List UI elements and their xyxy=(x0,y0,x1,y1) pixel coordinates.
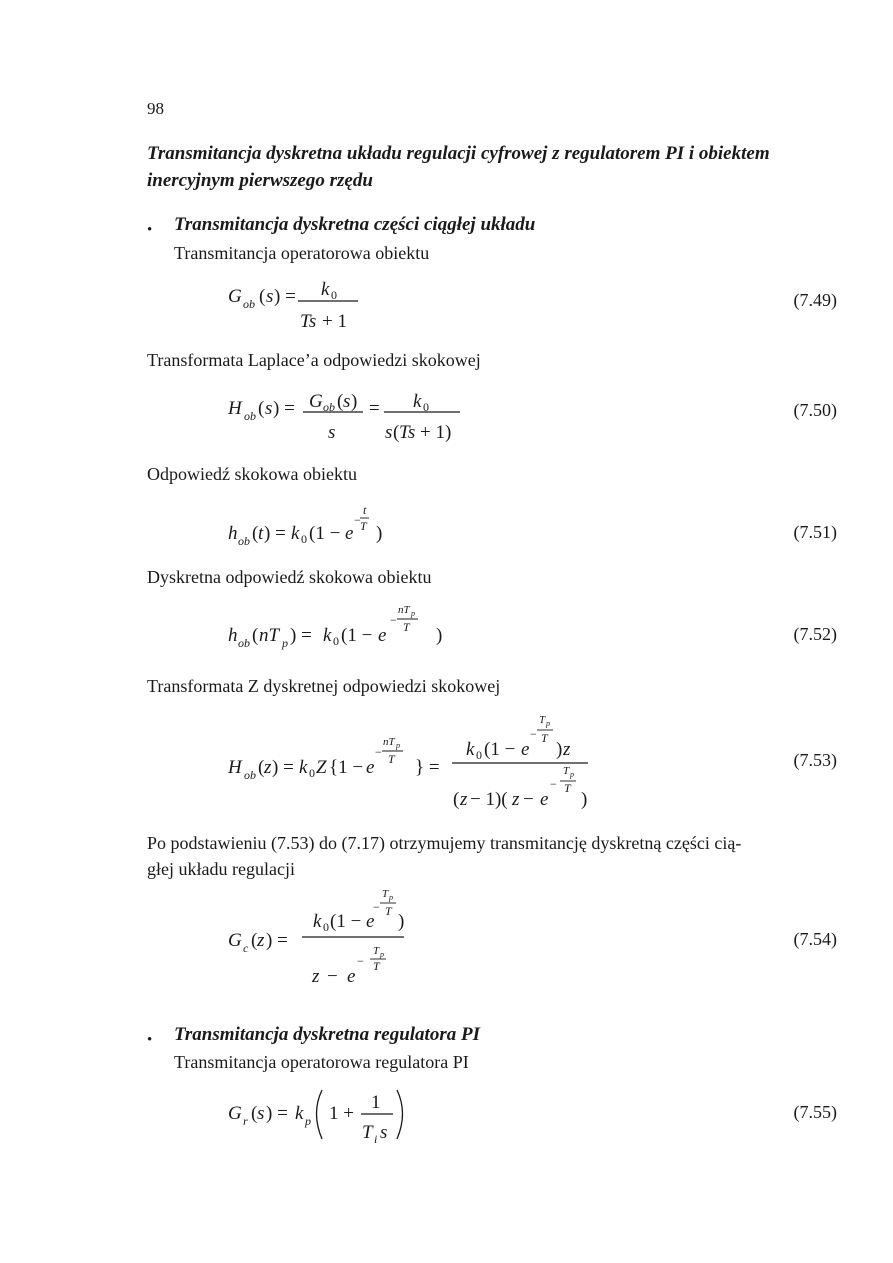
svg-text:nT: nT xyxy=(398,604,410,616)
svg-text:k: k xyxy=(466,739,475,760)
svg-text:−: − xyxy=(375,745,382,759)
svg-text:−: − xyxy=(357,954,364,968)
svg-text:G: G xyxy=(309,391,323,412)
svg-text:): ) xyxy=(376,523,383,544)
svg-text:h: h xyxy=(228,625,238,646)
svg-text:(: ( xyxy=(251,1103,258,1124)
svg-text:z: z xyxy=(512,789,520,810)
svg-text:0: 0 xyxy=(476,748,482,762)
svg-text:s: s xyxy=(265,398,273,419)
section-intro: Transmitancja operatorowa regulatora PI xyxy=(174,1052,469,1072)
svg-text:(: ( xyxy=(259,286,266,307)
svg-text:G: G xyxy=(228,286,242,307)
svg-text:G: G xyxy=(228,1103,242,1124)
equation-number: (7.51) xyxy=(793,522,837,542)
section-intro: Transmitancja operatorowa obiektu xyxy=(174,243,430,263)
svg-text:): ) xyxy=(581,789,588,810)
svg-text:r: r xyxy=(243,1114,248,1128)
svg-text:T: T xyxy=(541,731,548,745)
svg-text:p: p xyxy=(389,893,393,902)
svg-text:T: T xyxy=(403,620,410,634)
svg-text:i: i xyxy=(374,1132,378,1146)
svg-text:) =: ) = xyxy=(266,1103,288,1124)
svg-text:T: T xyxy=(539,714,546,726)
svg-text:T: T xyxy=(360,519,367,533)
equation-number: (7.52) xyxy=(793,624,837,644)
equation-number: (7.50) xyxy=(793,400,837,420)
svg-text:p: p xyxy=(380,950,384,959)
svg-text:(1 −: (1 − xyxy=(309,523,341,544)
svg-text:) =: ) = xyxy=(273,398,295,419)
svg-text:e: e xyxy=(378,625,387,646)
bullet-marker: • xyxy=(147,222,153,238)
bullet-marker: • xyxy=(147,1032,153,1048)
svg-text:0: 0 xyxy=(323,920,329,934)
svg-text:(: ( xyxy=(393,422,400,443)
svg-text:−: − xyxy=(354,513,361,527)
svg-text:) =: ) = xyxy=(264,523,286,544)
svg-text:1: 1 xyxy=(371,1092,381,1113)
svg-text:−: − xyxy=(373,900,380,914)
paragraph: Po podstawieniu (7.53) do (7.17) otrzymujemy transmitancję dyskretną części cią- xyxy=(147,833,742,853)
svg-text:T: T xyxy=(564,781,571,795)
svg-text:e: e xyxy=(347,966,356,987)
svg-text:T: T xyxy=(373,945,380,957)
svg-text:p: p xyxy=(396,741,400,750)
svg-text:{1 −: {1 − xyxy=(329,757,364,778)
svg-text:nT: nT xyxy=(383,736,395,748)
svg-text:p: p xyxy=(305,1114,311,1128)
svg-text:(: ( xyxy=(252,523,259,544)
svg-text:): ) xyxy=(398,911,405,932)
svg-text:e: e xyxy=(366,911,375,932)
svg-text:(: ( xyxy=(252,625,259,646)
equation-number: (7.53) xyxy=(793,750,837,770)
svg-text:H: H xyxy=(228,398,242,419)
svg-text:} =: } = xyxy=(415,757,440,778)
svg-text:ob: ob xyxy=(243,297,255,311)
svg-text:−: − xyxy=(550,777,557,791)
svg-text:0: 0 xyxy=(309,766,315,780)
svg-text:Ts: Ts xyxy=(300,311,317,332)
svg-text:p: p xyxy=(411,609,415,618)
svg-text:(: ( xyxy=(258,398,265,419)
svg-text:k: k xyxy=(291,523,300,544)
svg-text:ob: ob xyxy=(238,636,250,650)
svg-text:p: p xyxy=(546,719,550,728)
svg-text:) =: ) = xyxy=(272,757,294,778)
svg-text:H: H xyxy=(228,757,242,778)
svg-text:) =: ) = xyxy=(266,930,288,951)
svg-text:ob: ob xyxy=(244,768,256,782)
svg-text:−: − xyxy=(390,613,397,627)
svg-text:(: ( xyxy=(453,789,460,810)
paragraph: Odpowiedź skokowa obiektu xyxy=(147,464,357,484)
svg-text:ob: ob xyxy=(323,400,335,414)
svg-text:G: G xyxy=(228,930,242,951)
paragraph: głej układu regulacji xyxy=(147,859,295,879)
section-title: Transmitancja dyskretna części ciągłej układu xyxy=(174,214,536,235)
svg-text:ob: ob xyxy=(238,534,250,548)
svg-text:0: 0 xyxy=(331,288,337,302)
svg-text:nT: nT xyxy=(259,625,280,646)
svg-text:) =: ) = xyxy=(274,286,296,307)
svg-text:−: − xyxy=(530,727,537,741)
svg-text:k: k xyxy=(323,625,332,646)
svg-text:): ) xyxy=(556,739,563,760)
page-number: 98 xyxy=(147,99,164,118)
svg-text:h: h xyxy=(228,523,238,544)
svg-text:s: s xyxy=(385,422,393,443)
svg-text:−: − xyxy=(523,789,534,810)
paragraph: Transformata Laplace’a odpowiedzi skokowej xyxy=(147,350,481,370)
svg-text:e: e xyxy=(345,523,354,544)
svg-text:T: T xyxy=(388,752,395,766)
svg-text:+ 1): + 1) xyxy=(420,422,452,443)
svg-text:T: T xyxy=(385,904,392,918)
svg-text:T: T xyxy=(563,765,570,777)
svg-text:s: s xyxy=(257,1103,265,1124)
svg-text:−: − xyxy=(327,966,338,987)
svg-text:ob: ob xyxy=(244,409,256,423)
svg-text:T: T xyxy=(362,1122,373,1143)
svg-text:t: t xyxy=(363,503,367,517)
svg-text:z: z xyxy=(312,966,320,987)
svg-text:t: t xyxy=(258,523,264,544)
svg-text:s: s xyxy=(343,391,351,412)
svg-text:): ) xyxy=(436,625,443,646)
equation-number: (7.54) xyxy=(793,929,837,949)
svg-text:0: 0 xyxy=(423,400,429,414)
svg-text:(1 −: (1 − xyxy=(330,911,362,932)
svg-text:k: k xyxy=(413,391,422,412)
svg-text:0: 0 xyxy=(333,634,339,648)
svg-text:Z: Z xyxy=(316,757,327,778)
svg-text:1 +: 1 + xyxy=(329,1103,354,1124)
svg-text:z: z xyxy=(257,930,265,951)
svg-text:z: z xyxy=(264,757,272,778)
paragraph: Transformata Z dyskretnej odpowiedzi skokowej xyxy=(147,676,501,696)
svg-text:(1 −: (1 − xyxy=(341,625,373,646)
svg-text:s: s xyxy=(266,286,274,307)
svg-text:k: k xyxy=(321,279,330,300)
svg-text:=: = xyxy=(369,398,380,419)
svg-text:0: 0 xyxy=(301,532,307,546)
svg-text:+ 1: + 1 xyxy=(322,311,347,332)
svg-text:(1 −: (1 − xyxy=(484,739,516,760)
paragraph: Dyskretna odpowiedź skokowa obiektu xyxy=(147,567,432,587)
equation-number: (7.55) xyxy=(793,1102,837,1122)
svg-text:p: p xyxy=(282,636,288,650)
svg-text:k: k xyxy=(295,1103,304,1124)
svg-text:− 1)(: − 1)( xyxy=(470,789,508,810)
svg-text:(: ( xyxy=(258,757,265,778)
svg-text:z: z xyxy=(563,739,571,760)
svg-text:k: k xyxy=(299,757,308,778)
svg-text:e: e xyxy=(540,789,549,810)
svg-text:k: k xyxy=(313,911,322,932)
svg-text:p: p xyxy=(570,770,574,779)
svg-text:e: e xyxy=(521,739,530,760)
section-title: Transmitancja dyskretna regulatora PI xyxy=(174,1024,480,1045)
svg-text:T: T xyxy=(373,959,380,973)
svg-text:(: ( xyxy=(251,930,258,951)
svg-text:c: c xyxy=(243,941,249,955)
svg-text:): ) xyxy=(351,391,358,412)
svg-text:z: z xyxy=(460,789,468,810)
section-heading: Transmitancja dyskretna układu regulacji cyfrowej z regulatorem PI i obiektem inercyjnym pierwszego rzędu xyxy=(147,143,770,191)
svg-text:s: s xyxy=(328,422,336,443)
svg-text:) =: ) = xyxy=(290,625,312,646)
svg-text:T: T xyxy=(382,888,389,900)
svg-text:s: s xyxy=(380,1122,388,1143)
svg-text:(: ( xyxy=(337,391,344,412)
svg-text:e: e xyxy=(366,757,375,778)
equation-number: (7.49) xyxy=(793,290,837,310)
svg-text:Ts: Ts xyxy=(399,422,416,443)
